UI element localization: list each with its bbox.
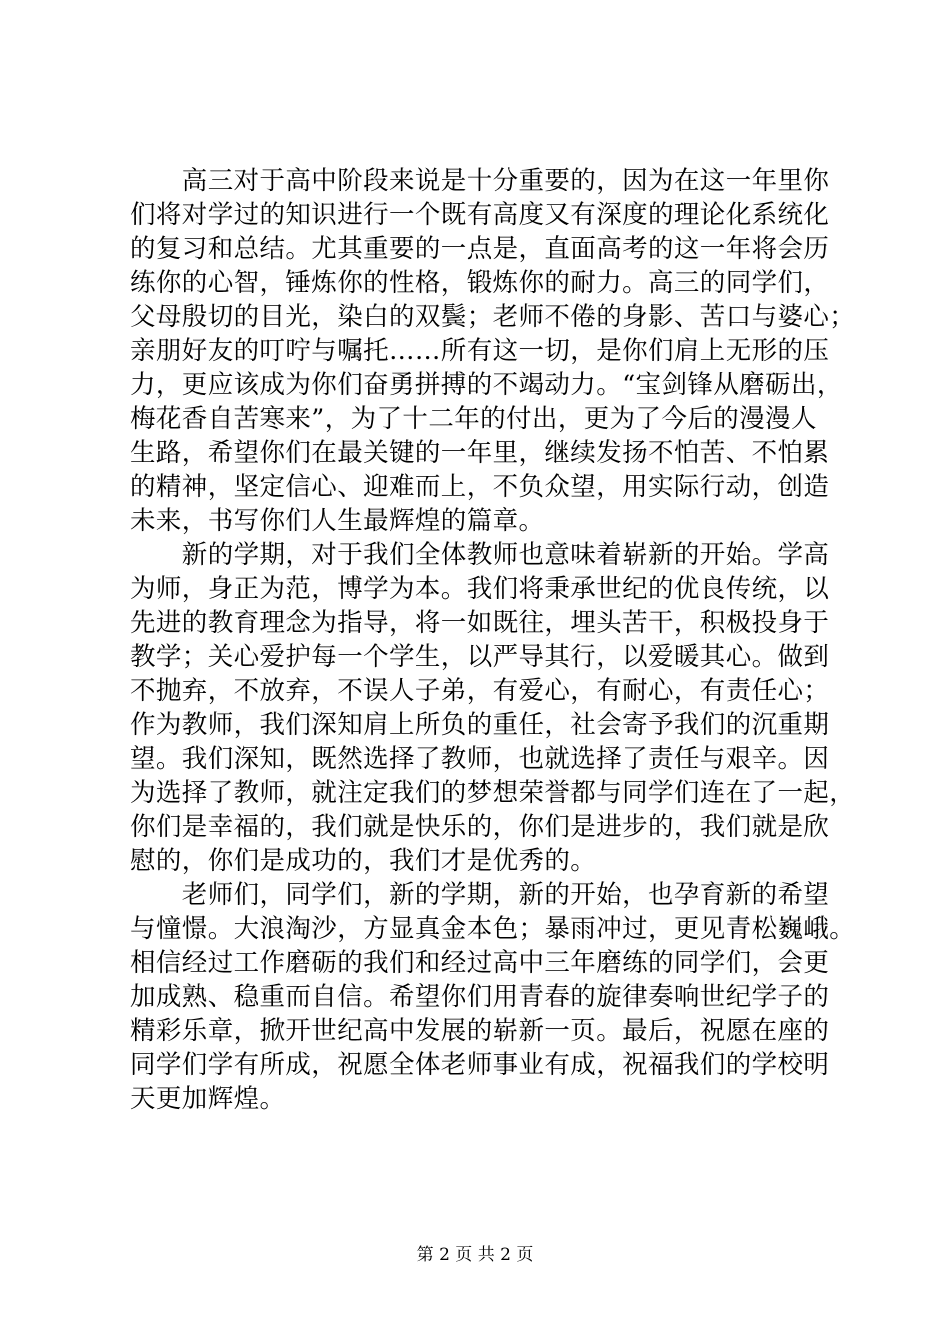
text-line: 教学；关心爱护每一个学生，以严导其行，以爱暖其心。做到 xyxy=(130,642,830,672)
text-line: 望。我们深知，既然选择了教师，也就选择了责任与艰辛。因 xyxy=(130,744,830,774)
text-line: 同学们学有所成，祝愿全体老师事业有成，祝福我们的学校明 xyxy=(130,1050,830,1080)
text-line: 与憧憬。大浪淘沙，方显真金本色；暴雨冲过，更见青松巍峨。 xyxy=(130,914,856,944)
text-line: 的精神，坚定信心、迎难而上，不负众望，用实际行动，创造 xyxy=(130,472,830,502)
text-line: 亲朋好友的叮咛与嘱托……所有这一切，是你们肩上无形的压 xyxy=(130,336,830,366)
text-line: 不抛弃，不放弃，不误人子弟，有爱心，有耐心，有责任心； xyxy=(130,676,830,706)
page-number-footer: 第 2 页 共 2 页 xyxy=(416,1245,534,1265)
text-line: 为选择了教师，就注定我们的梦想荣誉都与同学们连在了一起， xyxy=(130,778,856,808)
text-line: 作为教师，我们深知肩上所负的重任，社会寄予我们的沉重期 xyxy=(130,710,830,740)
text-line: 力，更应该成为你们奋勇拼搏的不竭动力。“宝剑锋从磨砺出， xyxy=(130,370,843,400)
text-line: 生路，希望你们在最关键的一年里，继续发扬不怕苦、不怕累 xyxy=(130,438,830,468)
text-line: 你们是幸福的，我们就是快乐的，你们是进步的，我们就是欣 xyxy=(130,812,830,842)
text-line: 父母殷切的目光，染白的双鬓；老师不倦的身影、苦口与婆心； xyxy=(130,302,856,332)
text-line: 梅花香自苦寒来”，为了十二年的付出，更为了今后的漫漫人 xyxy=(130,404,817,434)
body-text xyxy=(130,164,856,1116)
text-line: 们将对学过的知识进行一个既有高度又有深度的理论化系统化 xyxy=(130,200,830,230)
text-line: 未来，书写你们人生最辉煌的篇章。 xyxy=(130,506,545,536)
text-line: 先进的教育理念为指导，将一如既往，埋头苦干，积极投身于 xyxy=(130,608,830,638)
text-line: 为师，身正为范，博学为本。我们将秉承世纪的优良传统，以 xyxy=(130,574,830,604)
text-line: 高三对于高中阶段来说是十分重要的，因为在这一年里你 xyxy=(130,166,830,196)
text-line: 的复习和总结。尤其重要的一点是，直面高考的这一年将会历 xyxy=(130,234,830,264)
text-line: 精彩乐章，掀开世纪高中发展的崭新一页。最后，祝愿在座的 xyxy=(130,1016,830,1046)
text-line: 相信经过工作磨砺的我们和经过高中三年磨练的同学们，会更 xyxy=(130,948,830,978)
text-line: 天更加辉煌。 xyxy=(130,1084,286,1114)
text-line: 练你的心智，锤炼你的性格，锻炼你的耐力。高三的同学们， xyxy=(130,268,830,298)
text-line: 加成熟、稳重而自信。希望你们用青春的旋律奏响世纪学子的 xyxy=(130,982,830,1012)
text-line: 新的学期，对于我们全体教师也意味着崭新的开始。学高 xyxy=(130,540,830,570)
text-line: 慰的，你们是成功的，我们才是优秀的。 xyxy=(130,846,597,876)
text-line: 老师们，同学们，新的学期，新的开始，也孕育新的希望 xyxy=(130,880,830,910)
